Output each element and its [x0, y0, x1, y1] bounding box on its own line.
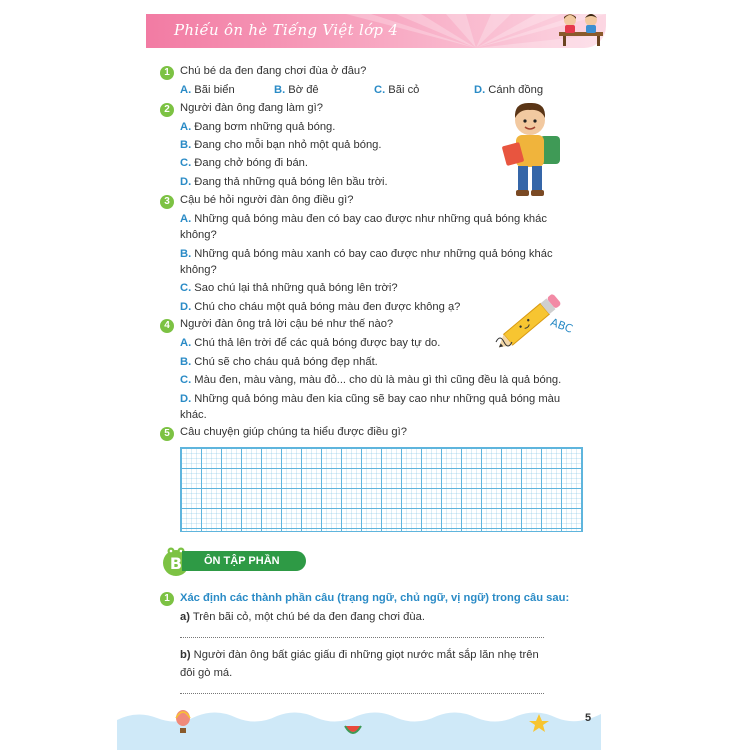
abc-text: ABC [548, 315, 575, 336]
option-text: Chú thả lên trời để các quả bóng được bay tự do. [194, 337, 441, 349]
question-number-badge: 3 [160, 195, 174, 209]
question-number-badge: 1 [160, 66, 174, 80]
answer-option[interactable] [274, 84, 319, 96]
answer-option[interactable] [180, 121, 335, 133]
answer-option[interactable] [474, 84, 543, 96]
answer-option[interactable] [180, 337, 440, 349]
option-label: A. [180, 121, 192, 133]
option-text: Bờ đê [288, 84, 319, 96]
question-text: Người đàn ông đang làm gì? [180, 102, 323, 114]
question-number-badge: 4 [160, 319, 174, 333]
option-text: Những quả bóng màu đen kia cũng sẽ bay cao như những quả bóng màu [194, 393, 561, 405]
answer-option[interactable] [374, 84, 419, 96]
section-letter: B [169, 554, 183, 573]
option-label: B. [180, 139, 192, 151]
question-number-badge: 5 [160, 427, 174, 441]
option-text: Đang thả những quả bóng lên bầu trời. [194, 176, 388, 188]
answer-line[interactable] [180, 636, 544, 638]
question-text: Cậu bé hỏi người đàn ông điều gì? [180, 194, 354, 206]
answer-writing-grid[interactable] [180, 447, 583, 532]
option-text: Bãi cỏ [388, 84, 420, 96]
option-text: Đang chở bóng đi bán. [194, 157, 308, 169]
option-label: A. [180, 337, 192, 349]
option-text: Sao chú lại thả những quả bóng lên trời? [194, 282, 398, 294]
answer-option[interactable] [180, 356, 378, 368]
answer-line[interactable] [180, 692, 544, 694]
option-text: Những quả bóng màu xanh có bay cao được như những quả bóng khác [194, 248, 553, 260]
answer-option[interactable] [180, 213, 547, 225]
option-label: D. [180, 393, 192, 405]
footer-wave-decoration [117, 706, 601, 750]
option-label: D. [180, 301, 192, 313]
header-title: Phiếu ôn hè Tiếng Việt lớp 4 [174, 21, 399, 39]
option-label: D. [180, 176, 192, 188]
option-label: D. [474, 84, 486, 96]
writing-item [180, 611, 425, 623]
answer-option[interactable] [180, 374, 561, 386]
option-text: Đang bơm những quả bóng. [194, 121, 336, 133]
answer-option[interactable] [180, 139, 382, 151]
option-continuation: khác. [180, 409, 207, 421]
answer-option[interactable] [180, 84, 235, 96]
option-text: Cánh đồng [488, 84, 544, 96]
boy-with-book-illustration [496, 100, 568, 200]
answer-option[interactable] [180, 282, 398, 294]
option-text: Bãi biển [194, 84, 235, 96]
option-label: A. [180, 213, 192, 225]
writing-item [180, 649, 539, 661]
option-label: A. [180, 84, 192, 96]
option-label: C. [374, 84, 386, 96]
question-number-badge: 2 [160, 103, 174, 117]
item-label: b) [180, 649, 191, 661]
answer-option[interactable] [180, 157, 308, 169]
option-label: C. [180, 157, 192, 169]
option-label: B. [274, 84, 286, 96]
question-text: Người đàn ông trả lời cậu bé như thế nào? [180, 318, 394, 330]
answer-option[interactable] [180, 301, 460, 313]
item-text: Người đàn ông bất giác giấu đi những giọt nước mắt sắp lăn nhẹ trên [193, 649, 539, 661]
section-title: ÔN TẬP PHẦN VIẾT [182, 551, 306, 571]
option-label: C. [180, 374, 192, 386]
option-label: C. [180, 282, 192, 294]
option-continuation: không? [180, 229, 217, 241]
page-number: 5 [585, 712, 592, 724]
writing-prompt: Xác định các thành phần câu (trạng ngữ, chủ ngữ, vị ngữ) trong câu sau: [180, 592, 570, 604]
question-number-badge: 1 [160, 592, 174, 606]
option-text: Chú cho cháu một quả bóng màu đen được không ạ? [194, 301, 461, 313]
option-label: B. [180, 356, 192, 368]
option-label: B. [180, 248, 192, 260]
question-text: Câu chuyện giúp chúng ta hiểu được điều gì? [180, 426, 407, 438]
header-banner [146, 14, 606, 48]
option-text: Đang cho mỗi bạn nhỏ một quả bóng. [194, 139, 382, 151]
item-label: a) [180, 611, 190, 623]
option-text: Những quả bóng màu đen có bay cao được như những quả bóng khác [194, 213, 547, 225]
item-continuation: đôi gò má. [180, 667, 233, 679]
question-text: Chú bé da đen đang chơi đùa ở đâu? [180, 65, 367, 77]
answer-option[interactable] [180, 248, 553, 260]
answer-option[interactable] [180, 176, 388, 188]
pencil-abc-illustration [488, 288, 580, 354]
option-continuation: không? [180, 264, 217, 276]
option-text: Chú sẽ cho cháu quả bóng đẹp nhất. [194, 356, 378, 368]
item-text: Trên bãi cỏ, một chú bé da đen đang chơi đùa. [192, 611, 425, 623]
option-text: Màu đen, màu vàng, màu đỏ... cho dù là màu gì thì cũng đều là quả bóng. [194, 374, 562, 386]
answer-option[interactable] [180, 393, 560, 405]
students-at-desk-illustration [553, 12, 613, 48]
